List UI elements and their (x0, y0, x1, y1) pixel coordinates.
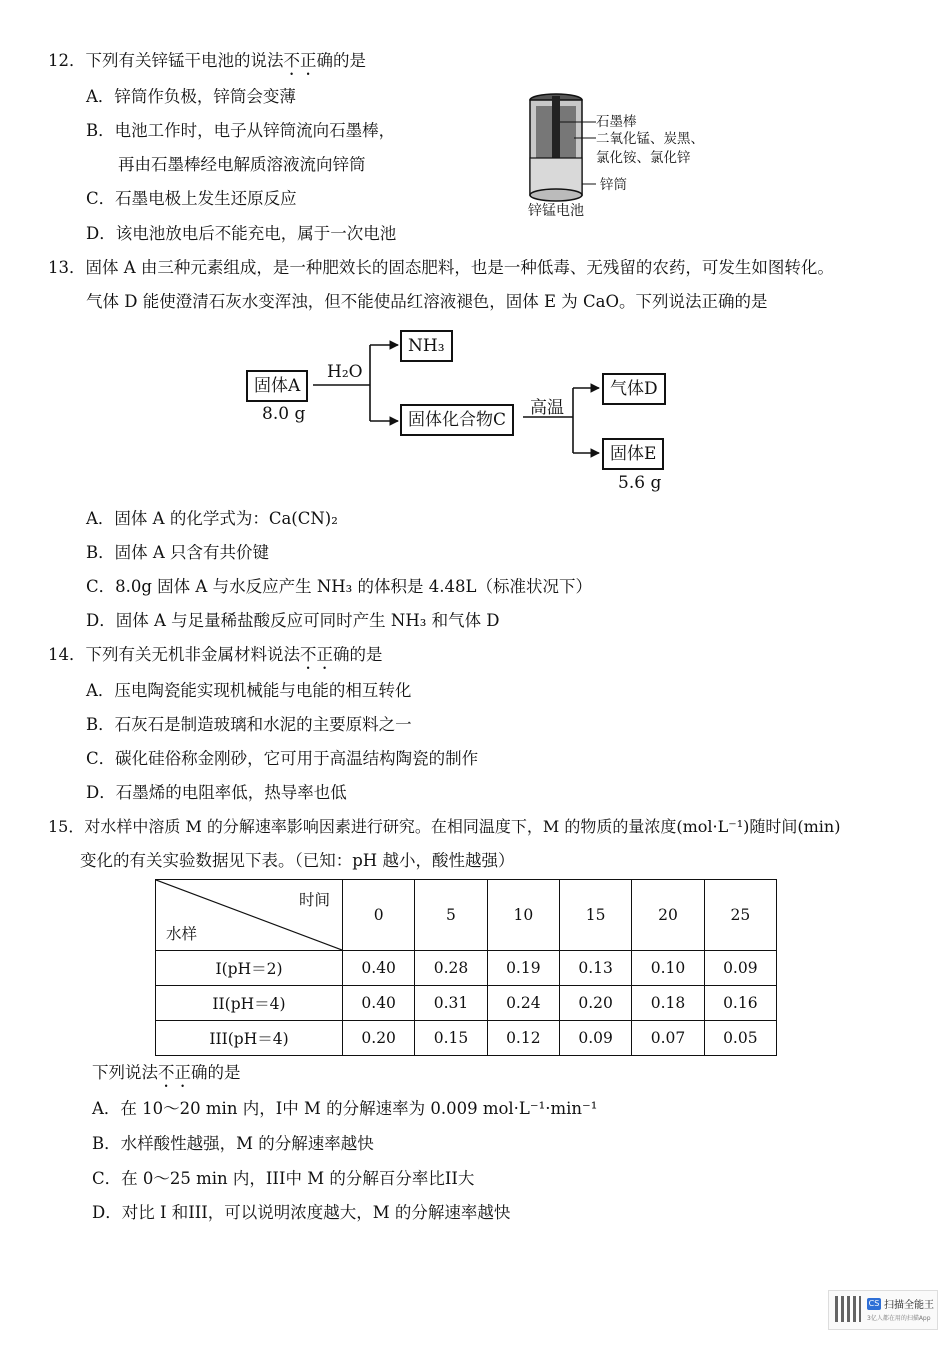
q15-stem-line1: 15．对水样中溶质 M 的分解速率影响因素进行研究。在相同温度下，M 的物质的量浓度(mol·L⁻¹)随时间(min) (48, 817, 841, 836)
solid-a-box: 固体A (246, 370, 308, 402)
q14-stem-text: 14．下列有关无机非金属材料说法 (48, 645, 300, 664)
table-cell: 0.12 (487, 1021, 559, 1056)
q12-option-a: A．锌筒作负极，锌筒会变薄 (86, 87, 296, 106)
label-paste-line1: 二氧化锰、炭黑、 (596, 131, 704, 147)
q12-stem-text: 12．下列有关锌锰干电池的说法 (48, 51, 284, 70)
q15-stem-line2: 变化的有关实验数据见下表。（已知：pH 越小，酸性越强） (80, 851, 515, 870)
qr-code-icon (835, 1296, 861, 1322)
table-cell: 0.40 (343, 951, 415, 986)
table-cell: 0.20 (343, 1021, 415, 1056)
q15-data-table (155, 879, 777, 1056)
q12-stem-end: 确的是 (316, 51, 366, 70)
q13-stem-line1: 13．固体 A 由三种元素组成，是一种肥效长的固态肥料，也是一种低毒、无残留的农药，可发生如图转化。 (48, 258, 834, 277)
table-cell: 0.09 (704, 951, 776, 986)
table-row (156, 1021, 777, 1056)
reagent-water: H₂O (327, 362, 363, 382)
table-row (156, 986, 777, 1021)
zinc-manganese-battery-figure (520, 92, 720, 222)
q12-option-b: B．电池工作时，电子从锌筒流向石墨棒， (86, 121, 396, 140)
time-col-5: 5 (415, 880, 487, 951)
time-col-10: 10 (487, 880, 559, 951)
header-time: 时间 (298, 891, 330, 909)
scanner-watermark (828, 1290, 938, 1330)
solid-e-mass: 5.6 g (618, 473, 662, 493)
table-cell: 0.05 (704, 1021, 776, 1056)
solid-a-mass: 8.0 g (262, 404, 306, 424)
table-cell: 0.24 (487, 986, 559, 1021)
q13-option-a: A．固体 A 的化学式为：Ca(CN)₂ (86, 509, 338, 528)
scanner-tagline: 3亿人都在用的扫描App (867, 1315, 931, 1322)
q13-option-c: C．8.0g 固体 A 与水反应产生 NH₃ 的体积是 4.48L（标准状况下） (86, 577, 592, 596)
table-cell: 0.16 (704, 986, 776, 1021)
table-cell: 0.18 (632, 986, 704, 1021)
q15-prompt-text: 下列说法 (92, 1063, 158, 1082)
row-label: I(pH＝2) (156, 951, 343, 986)
time-col-20: 20 (632, 880, 704, 951)
q12-option-d: D．该电池放电后不能充电，属于一次电池 (86, 224, 397, 243)
q13-flow-diagram (240, 325, 680, 500)
compound-c-box: 固体化合物C (400, 404, 514, 436)
q15-option-a: A．在 10～20 min 内，I中 M 的分解速率为 0.009 mol·L⁻¹·min⁻¹ (92, 1099, 598, 1118)
table-cell: 0.13 (559, 951, 631, 986)
table-cell: 0.15 (415, 1021, 487, 1056)
table-row (156, 951, 777, 986)
q15-prompt-emphasis: 不正 (158, 1063, 191, 1082)
scanner-app-name: 扫描全能王 (884, 1300, 934, 1311)
q14-option-c: C．碳化硅俗称金刚砂，它可用于高温结构陶瓷的制作 (86, 749, 479, 768)
label-graphite-rod: 石墨棒 (596, 114, 637, 130)
q13-option-b: B．固体 A 只含有共价键 (86, 543, 270, 562)
table-header-row (156, 880, 777, 951)
solid-e-box: 固体E (602, 438, 664, 470)
label-paste-line2: 氯化铵、氯化锌 (596, 150, 691, 166)
table-cell: 0.31 (415, 986, 487, 1021)
time-col-0: 0 (343, 880, 415, 951)
q14-option-a: A．压电陶瓷能实现机械能与电能的相互转化 (86, 681, 412, 700)
table-cell: 0.10 (632, 951, 704, 986)
table-cell: 0.19 (487, 951, 559, 986)
camscanner-logo-icon: CS (868, 1299, 880, 1308)
row-label: II(pH＝4) (156, 986, 343, 1021)
q14-stem (48, 644, 383, 673)
table-cell: 0.28 (415, 951, 487, 986)
q14-option-d: D．石墨烯的电阻率低，热导率也低 (86, 783, 347, 802)
gas-d-box: 气体D (602, 373, 666, 405)
time-col-25: 25 (704, 880, 776, 951)
table-cell: 0.07 (632, 1021, 704, 1056)
nh3-box: NH₃ (400, 330, 453, 362)
q14-stem-end: 确的是 (333, 645, 383, 664)
q15-option-d: D．对比 I 和III，可以说明浓度越大，M 的分解速率越快 (92, 1203, 511, 1222)
q14-option-b: B．石灰石是制造玻璃和水泥的主要原料之一 (86, 715, 412, 734)
q14-stem-emphasis: 不正 (300, 645, 333, 664)
table-diagonal-header (156, 880, 343, 951)
q13-option-d: D．固体 A 与足量稀盐酸反应可同时产生 NH₃ 和气体 D (86, 611, 500, 630)
q12-option-b-cont: 再由石墨棒经电解质溶液流向锌筒 (118, 155, 366, 174)
q15-prompt (92, 1062, 241, 1091)
q12-option-c: C．石墨电极上发生还原反应 (86, 189, 297, 208)
table-cell: 0.09 (559, 1021, 631, 1056)
q12-stem (48, 50, 366, 79)
condition-high-temp: 高温 (530, 398, 564, 418)
label-zinc-can: 锌筒 (600, 177, 627, 193)
row-label: III(pH＝4) (156, 1021, 343, 1056)
q12-stem-emphasis: 不正 (283, 51, 317, 70)
header-sample: 水样 (166, 925, 198, 943)
battery-caption: 锌锰电池 (528, 203, 584, 219)
time-col-15: 15 (559, 880, 631, 951)
table-cell: 0.40 (343, 986, 415, 1021)
q15-option-b: B．水样酸性越强，M 的分解速率越快 (92, 1134, 374, 1153)
q15-prompt-end: 确的是 (191, 1063, 241, 1082)
q15-option-c: C．在 0～25 min 内，III中 M 的分解百分率比II大 (92, 1169, 475, 1188)
table-cell: 0.20 (559, 986, 631, 1021)
q13-stem-line2: 气体 D 能使澄清石灰水变浑浊，但不能使品红溶液褪色，固体 E 为 CaO。下列说法正确的是 (86, 292, 768, 311)
